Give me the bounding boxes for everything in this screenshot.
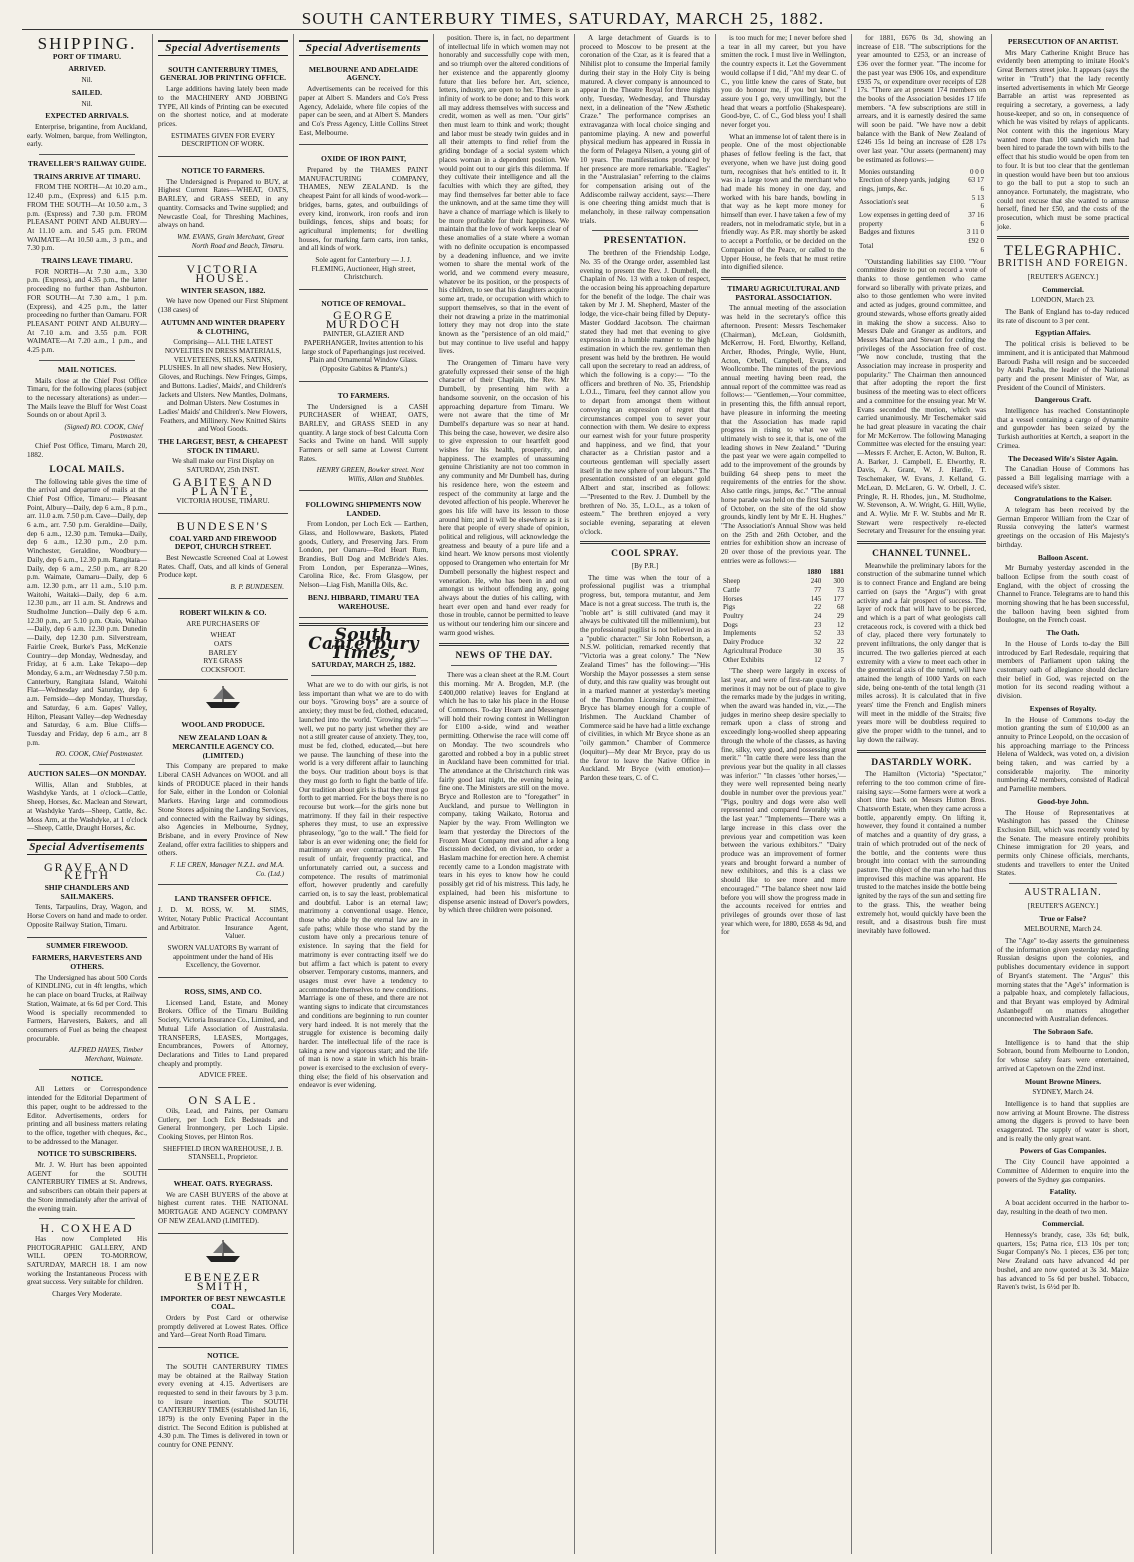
news-item [997, 629, 1129, 701]
news-item-text: The House of Representatives at Washington has passed the Chinese Exclusion Bill, which was recently voted by the Senate. The measure entirely prohibits Chinese immigration for 20 years, and permits only Chinese officials, merchants, students and travellers to enter the United States. [997, 808, 1129, 878]
victoria-house-ad [158, 260, 288, 514]
subscribers-heading: NOTICE TO SUBSCRIBERS. [37, 1149, 137, 1159]
divider [997, 236, 1129, 239]
job-printing-ad [158, 59, 288, 157]
news-item-heading: Balloon Ascent. [1037, 552, 1089, 562]
table-row [721, 595, 846, 604]
news-item-heading: Commercial. [1042, 284, 1084, 294]
agricultural-heading: TIMARU AGRICULTURAL AND PASTORAL ASSOCIATION. [727, 283, 840, 302]
divider [451, 665, 557, 666]
wilkin-item: WHEAT [210, 631, 236, 640]
news-item-text: The political crisis is believed to be imminent, and it is anticipated that Mahmoud Baroudi Pasha will resign and be succeeded by Arabi Pasha, the leader of the National party and the present Minister of War, as President of the Council of Ministers. [997, 340, 1129, 392]
land-transfer-heading: LAND TRANSFER OFFICE. [174, 894, 272, 904]
gabites-plante-name: GABITES AND PLANTE, [172, 474, 274, 498]
news-item-dateline: SYDNEY, March 24. [1032, 1088, 1094, 1097]
news-item-text: The Bank of England has to-day reduced its rate of discount to 3 per cent. [997, 307, 1129, 325]
table-cell-value: 24 [814, 612, 822, 620]
news-item [997, 705, 1129, 794]
news-item-text: The City Council have appointed a Committee of Aldermen to enquire into the powers of the Sydney gas companies. [997, 1158, 1129, 1184]
shipments-signature: BENJ. HIBBARD, TIMARU TEA WAREHOUSE. [307, 592, 420, 611]
table-cell-name: Agricultural Produce [723, 646, 782, 655]
table-row [721, 612, 846, 621]
on-sale-text: Oils, Lead, and Paints, per Oamaru Cutlery, per Loch Eck Bedsteads and General Ironmongery, per Loch Lipsie. Cooking Stoves, per Hinton Ros. [158, 1106, 288, 1141]
farmers-notice-ad [158, 160, 288, 257]
cool-spray-continued: is too much for me; I never before shed a tear in all my career, but you have smitten the rock. I must live in Wellington, the country expects it. Let the Government would collapse if I did, "Ah! my dear C. of C., you little knew the cares of State, but you do honour me, if you but knew." I assure you I go, very unwillingly, but the head that wears a portfolio (Shakespeare). Good-bye, C. of C., God bless you! I shall never forget you. [721, 34, 846, 130]
wilkin-item: OATS [214, 639, 232, 648]
news-item-text: Intelligence is to hand that the ship Sobraon, bound from Melbourne to London, for whose safety fears were entertained, arrived at Capetown on the 22nd inst. [997, 1038, 1129, 1073]
trains-arrive-text: FROM THE NORTH—At 10.20 a.m., 12.40 p.m., (Express) and 6.15 p.m. FROM THE SOUTH—At 10.50 a.m., 3 p.m. (Express) and 7.30 p.m. FROM PLEASANT POINT AND ALBURY—At 11.10 a.m. and 5.45 p.m. FROM WAIMATE—At 10.50 a.m., 3 p.m., and 7.30 p.m. [27, 183, 147, 253]
oxide-paint-ad [299, 148, 428, 290]
victoria-display-date: We shall make our First Display on SATURDAY, 25th INST. [172, 457, 274, 475]
farmers-notice-text: The Undersigned is Prepared to BUY, at Highest Current Rates—WHEAT, OATS, BARLEY, and GRASS SEED, in any quantity. Cornsacks and Twine supplied; and Newcastle Coal, for Threshing Machines, always on hand. [158, 177, 288, 230]
news-item [997, 329, 1129, 392]
channel-tunnel-text: Meanwhile the preliminary labors for the construction of the submarine tunnel which is to connect France and England are being carried on (says the "Argus") with great activity and a fair prospect of success. The layer of rock that will have to be pierced, and which is a part of what geologists call cretaceous rock, is covered with a thick bed of clay, placed there very fortunately to prevent infiltrations, the only danger that is incurred. The two galleries pierced at each extremity with a view to meet each other in the geometrical axis of the tunnel, will have attained the length of 1000 Yards on each side, being one-tenth of the total length (31 miles across). It is calculated that in five years' time the French and English miners will meet in the middle of the Straits; five years more will be doubtless required to give the proper width to the tunnel, and to lay down the railway. [857, 561, 986, 744]
divider [721, 277, 846, 280]
special-ads-heading: Special Advertisements [299, 40, 428, 56]
table-cell-name: Monies outstanding [859, 167, 915, 176]
expected-text: Enterprise, brigantine, from Auckland, early. Wolmen, barque, from Wellington, early. [27, 122, 147, 149]
table-row [721, 638, 846, 647]
wilkin-item: COCKSFOOT. [201, 666, 245, 675]
reuters-agency: [REUTER'S AGENCY.] [1027, 272, 1099, 281]
table-header-row [721, 568, 846, 577]
news-item-heading: True or False? [1039, 913, 1087, 923]
table-cell-name: Horses [723, 594, 743, 603]
entries-table [721, 568, 846, 664]
table-cell-value: 63 17 6 [968, 176, 984, 193]
column-5 [575, 34, 716, 1554]
leader-continued: position. There is, in fact, no department of intellectual life in which women may not honorably and successfully cope with men, and so triumph over the altered conditions of her existence and the apparently gloomy future that lies before her. Art, science, letters, industry, are open to her. There is an infinity of work to be done; and to this work all may address themselves with success and credit, women as well as men. "Our girls" then must learn to think and work; thought and labor must be steady twin guides and in all their attempts to find relief from the griding bondage of a social system which places woman in a dependent position. We would point out to our girls this dilemma. If they cultivate their intelligence and all the faculties with which they are gifted, they may find themselves far better able to face the unknown, and at the same time they will have a chance of marriage which is likely to be more profitable for their happiness. We maintain that the love of work keeps clear of these anomalies of a state where a woman with no definite occupation is encompassed by a deadening influence, and we invite women to share the mental work of the world, and we commend every measure, whatever be its position, or the prospects of his children, to see that his daughters acquire some art, trade, or occupation with which to support themselves, so that in the event of their not drawing a prize in the matrimonial lottery they may not drop into the state known as the "persistence of an old maid," but may continue to live useful and happy lives. [439, 34, 569, 356]
paper-dateline: SATURDAY, MARCH 25, 1882. [311, 660, 416, 670]
local-mails-heading: LOCAL MAILS. [49, 464, 125, 475]
job-printing-text: Large additions having lately been made to the MACHINERY AND JOBBING TYPE, All kinds of Printing can be executed on the shortest notice, and at moderate prices. [158, 85, 288, 128]
table-cell-value: 0 0 0 [970, 167, 984, 176]
news-item [997, 396, 1129, 450]
cool-spray-byline: [By P.R.] [631, 562, 659, 571]
news-item-heading: Dangerous Craft. [1034, 395, 1092, 405]
table-cell-value: 77 [814, 585, 822, 594]
sailed-heading: SAILED. [71, 87, 103, 97]
notice-text: The SOUTH CANTERBURY TIMES may be obtained at the Railway Station every evening at 4.15. Advertisers are requested to send in their favours by 3 p.m. to insure insertion. The SOUTH CANTERBURY TIMES (established Jan 16, 1879) is the only Evening Paper in the district. The Second Edition is published at 4.30 p.m. The Times is delivered in town or country for ONE PENNY. [158, 1362, 288, 1450]
ebenezer-smith-ad [158, 1268, 288, 1348]
table-row [857, 194, 986, 211]
table-row [721, 577, 846, 586]
channel-tunnel-heading: CHANNEL TUNNEL. [872, 549, 971, 560]
persecution-text: Mrs Mary Catherine Knight Bruce has evidently been attempting to imitate Hook's Great Berners street joke. It appears (says the writer in "Truth") that the lady recently inserted advertisements in which Mr George Barrable an artist was represented as requiring a secretary, a governess, a lady house-keeper, and so on, in consequence of which he was visited by relays of applicants. Not content with this the ingenious Mary wanted more than 100 sandwich men had been hired to parade the town with bills to the effect that his studio would be open from ten to four. It is but too clear that the gentleman in question would have been but too anxious to go the ball to put a stop to such an annoyance. Fortunately, the magistrate, who could not excuse that she wanted to amuse herself, fined her £50, and the costs of the prosecution, which must be some practical joke. [997, 48, 1129, 231]
news-item [997, 798, 1129, 878]
news-item-text: Intelligence is to hand that supplies are now arriving at Mount Browne. The distress among the diggers is proved to have been exaggerated. The supply of water is short, and is really the only great want. [997, 1099, 1129, 1143]
table-cell-value: 22 [837, 638, 844, 647]
assets-table-body [857, 168, 986, 255]
wool-produce-text: This Company are prepared to make Liberal CASH Advances on WOOL and all kinds of PRODUCE placed in their hands for Sale, either in the London or Colonial Markets. Having large and commodious Stone Stores adjoining the Landing Services, and connected with the Railway by sidings, also Agencies in Melbourne, Sydney, Brisbane, and in every Province of New Zealand, offer extra facilities to shippers and others. [158, 762, 288, 858]
news-item-dateline: MELBOURNE, March 24. [1024, 925, 1102, 934]
news-item [997, 1147, 1129, 1184]
bundesen-signature: B. P. BUNDESEN. [230, 583, 284, 592]
gabites-plante-sub: VICTORIA HOUSE, TIMARU. [176, 497, 270, 506]
agricultural-text-2: "The sheep were largely in excess of last year, and were of first-rate quality. In merinos it may not be out of place to give the remarks made by the judges in writing, when the award was handed in, viz.,—The judges in merino sheep desire specially to remark upon a class of strong and exceedingly long-woolled sheep appearing through the whole of the classes, as having fine, silky, very good, and possessing great merit." "In cattle there were less than the previous year but the quality in all classes was inferior." "In classes 'other horses,'—they were well represented being nearly double in number over the previous year." "Pigs, poultry and dogs were also well represented and compared favorably with the last year." "Implements—There was a large increase in this class over the previous year and competition was keen between the various exhibitors." "Dairy produce was an improvement of former years and brought forward a number of new exhibitors, and this is a class we should like to see more and more encouraged." "The balance sheet now laid before you will show the progress made in the accounts received for entries and privileges of grounds over those of last year which were, for 1880, £658 4s 9d, and for [721, 667, 846, 937]
ross-sims-name: ROSS, SIMS, AND CO. [184, 987, 262, 997]
news-item-heading: Powers of Gas Companies. [1019, 1146, 1107, 1156]
news-item-heading: Congratulations to the Kaiser. [1014, 494, 1112, 504]
local-mails-text: The following table gives the time of the arrival and departure of mails at the Chief Post Office, Timaru:— Pleasant Point, Albury—Daily, dep 6 a.m., 8 p.m., arr. 11.0 a.m. 7.50 p.m. Cave—Daily, dep 6 a.m., arr. 7.50 p.m. Geraldine—Daily, dep 6 a.m., 12.30 p.m. Temuka—Daily, dep 6 a.m., 12.30 p.m., 2.0 p.m. Winchester, Geraldine, Woodbury—Daily, dep 6 a.m., 12.30 p.m. Rangitata—Daily, dep 6 a.m., 2.50 p.m., arr 8.20 p.m. Waimate, Oamaru—Daily, dep 6 a.m. 12.30 p.m., arr 11 a.m., 5.10 p.m. Waitohi, Waitaki—Daily, dep 6 a.m. 12.30 p.m., arr 11 a.m. St. Andrews and Studholme Junction—Daily dep 6 a.m. 12.30 p.m., arr 5.10 p.m. Otaio, Waihao—Daily, dep 6 a.m. 12.30 p.m. Dunedin—Daily, dep 12.30 p.m. Silverstream, Fairlie Creek, Burke's Pass, McKenzie Country—dep Monday, Wednesday, and Friday, at 6 a.m. Lake Tekapo—dep Monday, 6 a.m., arr Wednesday 7.50 p.m. Canterbury, Rangitata Island, Waitohi Flat—Wednesday and Saturday, dep 6 a.m. Fernside—dep Monday, Thursday, and Saturday, 6 a.m. Gapes' Valley, Hilton, Pleasant Valley—dep Wednesday and Saturday, 6 a.m. Blue Cliffs—Tuesday and Friday, dep 6 a.m., arr 8 p.m. [27, 477, 147, 747]
coxhead-signature: Charges Very Moderate. [52, 1290, 122, 1299]
on-sale-heading: ON SALE. [188, 1093, 258, 1108]
wheat-oats-heading: WHEAT. OATS. RYEGRASS. [173, 1179, 273, 1189]
british-foreign-heading: BRITISH AND FOREIGN. [997, 258, 1129, 270]
ross-sims-note: ADVICE FREE. [198, 1071, 248, 1080]
coxhead-name: H. COXHEAD [40, 1221, 134, 1236]
divider [39, 1218, 135, 1219]
bundesen-sub: COAL YARD AND FIREWOOD DEPOT, CHURCH STREET. [169, 533, 277, 552]
victoria-cheapest: THE LARGEST, BEST, & CHEAPEST STOCK IN TIMARU. [158, 437, 288, 455]
presentation-text: The brethren of the Friendship Lodge, No. 35 of the Orange order, assembled last evening to present the Rev. J. Dumbell, the Chaplain of No. 13 with a token of respect, the occasion being his approaching departure for the benefit of the lodge. The chair was taken by Mr J. M. Shepherd, Master of the lodge, the vice-chair being filled by Deputy-Master Goddard Jacobson. The chairman stated they had met that evening to give expression in a humble manner to the high estimation in which the rev. gentleman then present was held by the brethren. He would call upon the secretary to read an address, of which the following is a copy:— "To the officers and brethren of No. 35, Friendship L.O.L., Timaru, feel they cannot allow you to depart from amongst them without conveying an expression of regret that circumstances compel you to sever your connection with them. We desire to express our earnest wish for your future prosperity and happiness, and we find, that your character as a Christian pastor and a courteous gentleman will specially assert itself in the new sphere of your labours." The presentation consisted of an elegant gold Albert and star, inscribed as follows:—"Presented to the Rev. J. Dumbell by the brethren of No. 35, L.O.L., as a token of esteem." The brethren enjoyed a very sociable evening, separating at eleven o'clock. [580, 249, 710, 536]
cool-spray-heading: COOL SPRAY. [611, 549, 679, 560]
oxide-paint-signature: Sole agent for Canterbury — J. J. FLEMING, Auctioneer, High street, Christchurch. [311, 256, 416, 282]
firewood-sub: FARMERS, HARVESTERS AND OTHERS. [32, 953, 142, 971]
trains-leave-text: FOR NORTH—At 7.30 a.m., 3.30 p.m. (Express), and 4.35 p.m., the latter proceeding no further than Ashburton. FOR SOUTH—At 7.30 a.m., 1 p.m. (Express), and 4.25 p.m., the latter proceeding no further than Oamaru. FOR PLEASANT POINT AND ALBURY—At 7.10 a.m. and 3.55 p.m. FOR WAIMATE—At 7.20 a.m., 1 p.m., and 4.25 p.m. [27, 267, 147, 355]
news-item-text: The Canadian House of Commons has passed a Bill legalising marriage with a deceased wife's sister. [997, 465, 1129, 491]
news-item-text: The "Age" to-day asserts the genuineness of the information given yesterday regarding Russian designs upon the colonies, and publishes documentary evidence in support of Bryant's statement. The "Argus" this morning states that the "Age's" information is a palpable hoax, and completely fallacious, and that Bryant was employed by Admiral Aslanbegoff on matters altogether unconnected with Australian defences. [997, 936, 1129, 1024]
table-cell-name: Dairy Produce [723, 638, 764, 647]
oxide-paint-name: OXIDE OF IRON PAINT, [320, 154, 407, 164]
sailed-text: Nil. [81, 99, 93, 108]
murdoch-name: GEORGE MURDOCH [325, 307, 402, 331]
divider [857, 750, 986, 753]
dastardly-work-heading: DASTARDLY WORK. [871, 757, 972, 768]
news-item-heading: Fatality. [1049, 1187, 1077, 1197]
notice-heading: NOTICE. [71, 1073, 103, 1083]
news-item-text: Hennessy's brandy, case, 33s 6d; bulk, quarters, 15s; Patna rice, £13 10s per ton; Sugar Company's No. 1 pieces, £36 per ton; New Zealand oats have advanced 4d per bushel, and are now quoted at 3s 3d. Maize has advanced to 5s 6d per bushel. Tobacco, Raven's twist, 1s 6½d per lb. [997, 1231, 1129, 1292]
melbourne-agency-ad [299, 59, 428, 146]
dumbell-article: The Orangemen of Timaru have very gratefully expressed their sense of the high character of their Chaplain, the Rev. Mr Dumbell, by presenting him with a handsome souvenir, on the occasion of his approaching departure from Timaru. We were not aware that the time of Mr Dumbell's departure was so near at hand. This being the case, however, we desire also to give expression to our heartfelt good wishes for his health, prosperity, and happiness. The examples of unassuming genuine Christianity are not too common in any community and Mr Dumbell has, during his residence here, won the esteem and respect of the community at large and the devoted affection of his people. Wherever he goes his life will have its lesson to those around him; and it will be elsewhere as it is here that people of every shade of opinion, political and religious, will acknowledge the greatness and beauty of a pure life and a kind heart. We know persons most violently opposed to Orangemen who entertain for Mr Dumbell personally the highest respect and veneration. He, who has been in and out amongst us without offending any, going always about the duties of his calling, with heart ever open and hand ever ready for those in trouble, cannot be permitted to leave us without our tendering him our sincere and warm good wishes. [439, 359, 569, 637]
firewood-heading: SUMMER FIREWOOD. [46, 940, 128, 950]
entries-table-body [721, 577, 846, 664]
table-row [721, 647, 846, 656]
notice-heading: NOTICE. [207, 1351, 239, 1361]
reuters-agency: [REUTER'S AGENCY.] [1027, 901, 1099, 910]
news-of-the-day-text: There was a clean sheet at the R.M. Court this morning. Mr A. Brogden, M.P. (the £400,000 relative) leaves for England at which he has to take his place in the House of Commons. To-day Hearn and Messenger will hold their rowing contest in Wellington for £100 a-side, wind and weather permitting. Otherwise the race will come off on Monday. The two scoundrels who garotted and robbed a boy in a public street in Auckland have been committed for trial. The attendance at the Christchurch rink was fairly good last night, the evening being a fine one. The Ministers are still on the move. Bryce and Rolleston are to "foregather" in Auckland, and pursue to Wellington in company, taking Waikato, Rotorua and Napier by the way. From Wellington we learn that yesterday the Directors of the Frozen Meat Company met and after a long discussion decided, on division, to order a Haslam machine for erection here. A chemist recently came to a London magistrate with tears in his eyes to know how he could possibly get rid of his mistress. This lady, he explained, had been his misfortune to dispense arsenic instead of Dover's powders, by which three children were poisoned. [439, 671, 569, 915]
wilkin-ad [158, 602, 288, 680]
victoria-house-title: VICTORIA HOUSE. [186, 262, 260, 286]
table-row [857, 168, 986, 177]
divider [311, 675, 416, 676]
news-item-heading: Egyptian Affairs. [1035, 328, 1091, 338]
to-farmers-signature: HENRY GREEN, Bowker street. Next Willis, Allan and Stubbles. [316, 466, 424, 484]
divider [39, 360, 135, 361]
table-cell-name: Total [859, 241, 874, 250]
railway-guide-heading: TRAVELLER'S RAILWAY GUIDE. [27, 159, 147, 169]
table-cell-name: Dogs [723, 620, 738, 629]
cool-spray-text: The time was when the tour of a professional pugilist was a triumphal progress, but, tempora mutantur, and Jem Mace is not a great success. The truth is, the "noble art" is still cultivated (and may it always be cultivated till the millennium), but the professional pugilist is not believed in as a "public character." Sir John Robertson, a N.S.W. politician, remarked recently that "Victoria was a great colony." The "New Zealand Times" has the following:—"His Worship the Mayor possesses a stern sense of duty, and this raw quality was brought out in a marked manner at yesterday's meeting of the Thorndon Licensing Committee." Bryce has blarney enough for a couple of Irishmen. The Auckland Chamber of Commerce said he have had a little exchange of civilities, in which Mr Bryce shone as an "oily gammon." Chamber of Commerce (loquitur)—My dear Mr Bryce, pray do us the favor to leave the Native Office in Auckland. Mr Bryce (with emotion)—Pardon these tears, C. of C. [580, 573, 710, 782]
table-cell-name: Other Exhibits [723, 655, 765, 664]
job-printing-note: ESTIMATES GIVEN FOR EVERY DESCRIPTION OF WORK. [170, 131, 276, 149]
table-cell-value: 73 [837, 585, 844, 594]
bundesen-ad [158, 517, 288, 599]
column-8 [992, 34, 1134, 1554]
columns [22, 34, 1129, 1554]
news-item [997, 1220, 1129, 1292]
column-6 [716, 34, 852, 1554]
murdoch-text: PAINTER, GLAZIER AND PAPERHANGER, Invites attention to his large stock of Paperhangings just received. Plain and Ornamental Window Glass. (Opposite Gabites & Plante's.) [301, 330, 426, 374]
coxhead-text: Has now Completed His PHOTOGRAPHIC GALLERY, AND WILL OPEN TO-MORROW, SATURDAY, MARCH 18. I am now working the Instantaneous Process with great success. Very suitable for children. [27, 1234, 147, 1287]
news-item [997, 554, 1129, 626]
table-cell-value: 68 [837, 603, 844, 612]
table-header-year: 1881 [830, 568, 844, 577]
to-farmers-heading: TO FARMERS. [337, 390, 390, 400]
grave-keith-name: GRAVE AND KEITH [43, 859, 131, 883]
removal-heading: NOTICE OF REMOVAL. [321, 299, 406, 309]
leader-article: What are we to do with our girls, is not less important than what we are to do with our boys. "Growing boys" are a source of anxiety; they must be fed, clothed, educated, launched into the world. "Growing girls"—well, we put no party just whether they are not a still greater cause of anxiety. They, too, must be fed, clothed, educated,—but here we pause. The launching of these into the world is a very different affair to launching the boys. Our tradition about boys is that they must go forth to fight the battle of life. Our tradition about girls is that they must go forth to get married. For the boys there is no recourse but work—for the girls none but matrimony. If they fail in their respective spheres they must, to use an expressive phraseology, "go to the wall." The field for labor is an ever widening one; the field for matrimony an ever contracting one. The result of unfair, frequently practical, and unfortunately carried out, a success and competence. The results of matrimonial effort, however prudently and carefully carried on, is to say the least, problematical and doubtful. Labor is an eternal law; matrimony a conventional usage. Hence, those who abide by the eternal law are in safe paths; while those who stand by the custom have only a precarious tenure of existence. In saying that the field for matrimony is ever contracting itself we do but affirm a fact which is patent to every observer. Temporary customs, manners, and usages must ever have a tendency to accommodate themselves to new conditions. Marriage is one of these, and there are not wanting signs to indicate that circumstances and conditions are beginning to run counter very hard indeed. It is not merely that the struggle for existence is becoming daily harder. The intellectual life of the race is taking a new and vigorous start; and the life of man is now a state in which his brain-power is exercised to the exclusion of every-thing else; the field of his observation and endeavor is ever widening. [299, 681, 428, 1090]
assets-table [857, 168, 986, 255]
agricultural-continued: for 1881, £676 0s 3d, showing an increase of £18. "The subscriptions for the year amounted to £253, or an increase of £36 over the former year. "The income for the past year was £906 10s, and expenditure £935 7s, or expenditure over receipts of £28 17s. "There are at present 174 members on the books of the Association besides 17 life members. "A few subscriptions are still in arrears, and it is earnestly desired the same will soon be paid. "We have now a debit balance with the Bank of New Zealand of £246 15s 1d being an increase of £28 17s over last year. "Our assets (permanent) may be estimated as follows:— [857, 34, 986, 164]
table-cell-value: 12 [837, 620, 844, 629]
wool-produce-heading: WOOL AND PRODUCE. [181, 720, 265, 730]
mail-signature: (Signed) RO. COOK, Chief Postmaster. [64, 423, 143, 440]
table-header-blank [721, 568, 801, 577]
sims-details: W. M. SIMS, Practical Accountant Insurance Agent, Valuer. [225, 906, 288, 941]
melbourne-agency-name: MELBOURNE AND ADELAIDE AGENCY. [308, 64, 419, 83]
telegraphic-items [997, 286, 1129, 879]
wheat-oats-text: We are CASH BUYERS of the above at highest current rates. THE NATIONAL MORTGAGE AND AGENCY COMPANY OF NEW ZEALAND (LIMITED). [158, 1190, 288, 1225]
table-row [721, 603, 846, 612]
trains-leave-heading: TRAINS LEAVE TIMARU. [41, 256, 133, 266]
news-item-text: Intelligence has reached Constantinople that a vessel containing a cargo of dynamite and gunpowder has been seized by the Turkish authorities at Kertch, a seaport in the Crimea. [997, 407, 1129, 450]
wilkin-name: ROBERT WILKIN & CO. [179, 607, 267, 617]
table-cell-value: 32 [814, 638, 822, 647]
table-cell-name: Sheep [723, 577, 741, 586]
wilkin-item: RYE GRASS [203, 657, 243, 666]
oxide-paint-text: Prepared by the THAMES PAINT MANUFACTURING COMPANY, THAMES, NEW ZEALAND. Is the cheapest Paint for all kinds of wood-work—bridges, barns, gates, and outbuildings of every kind, ironwork, iron roofs and iron buildings, fences, ships and boats; for agricultural implements; for dwelling houses, for marking farm carts, iron tanks, and all kinds of work. [299, 166, 428, 253]
shipments-ad [299, 494, 428, 618]
arrived-heading: ARRIVED. [68, 64, 106, 74]
wool-produce-ad [158, 714, 288, 885]
table-cell-name: Pigs [723, 603, 736, 612]
table-row [857, 211, 986, 228]
ebenezer-smith-sub: IMPORTER OF BEST NEWCASTLE COAL. [160, 1293, 286, 1312]
australian-heading: AUSTRALIAN. [1024, 887, 1102, 899]
port-heading: PORT OF TIMARU. [52, 51, 122, 61]
victoria-intro: We have now Opened our First Shipment (138 cases) of [158, 297, 288, 315]
table-cell-name: Poultry [723, 612, 744, 620]
wool-produce-signature: F. LE CREN, Manager N.Z.L. and M.A. Co. (Ltd.) [170, 861, 284, 878]
column-2 [153, 34, 294, 1554]
news-item-text: Mr Burnaby yesterday ascended in the balloon Eclipse from the south coast of England, with the object of crossing the Channel to France. Telegrams are to hand this morning showing that he has been successful, the balloon having been sighted from Boulogne, on the French coast. [997, 564, 1129, 625]
table-row [721, 621, 846, 630]
agricultural-text: The annual meeting of the association was held in the secretary's office this afternoon. Present: Messrs Teschemaker (Chairman), McLean, Goldsmith, McKerrow, H. Ford, Elworthy, Kelland, Archer, Rhodes, Pringle, Wylie, Hunt, Acton, Orbell, Campbell, Evans, and Woollcombe. The minutes of the previous annual meeting having been read, the annual report of the committee was read as follows:— "Gentlemen,—Your committee, in presenting this, the fifth annual report, have pleasure in informing the meeting that the Association has made rapid progress in rising to what we will ultimately wish to see it, that is, one of the leading shows in New Zealand." "During the past year we were again compelled to add to the improvement of the grounds by building 64 sheep pens to meet the requirements of the entries for the show. Also cattle rings, jumps, &c." "The annual horse parade was held on the first Saturday of October, on the site of the old show grounds, kindly lent by Mr E. H. Hughes." "The Association's Annual Show was held on the 25th and 26th October, and the entries for exhibition show an increase of 20 over those of the previous year. The entries were as follows:— [721, 304, 846, 565]
firewood-text: The Undersigned has about 500 Cords of KINDLING, cut in 4ft lengths, which he can place on board Trucks, at Railway Station, Waimate, at 6s 6d per Cord. This Wood is specially recommended to Farmers, Harvesters, Bakers, and all consumers of Fuel as being the cheapest procurable. [27, 973, 147, 1043]
on-sale-signature: SHEFFIELD IRON WAREHOUSE, J. B. STANSELL, Proprietor. [163, 1144, 283, 1162]
firewood-signature: ALFRED HAYES, Timber Merchant, Waimate. [69, 1046, 143, 1064]
murdoch-ad [299, 293, 428, 382]
news-item-heading: The Oath. [1046, 628, 1080, 638]
victoria-list: Comprising— ALL THE LATEST NOVELTIES IN DRESS MATERIALS, VELVETEENS, SILKS, SATINS, PLUSHES. In all new shades. New Hosiery, Gloves, and Ruchings. New Fringes, Gimps, and Buttons. Ladies', Maids', and Children's Jackets and Ulsters. New Mantles, Dolmans, and Dolman Ulsters. New Costumes in Ladies' Maids' and Children's. New Flowers, Feathers, and Millinery. New Knitted Skirts and Wool Goods. [158, 338, 288, 434]
table-row [721, 586, 846, 595]
expected-heading: EXPECTED ARRIVALS. [45, 111, 129, 121]
cool-spray-more: What an immense lot of talent there is in people. One of the most objectionable phases of fellow feeling is the fact, that everyone, when we have just doing good turn, recognises that he's entitled to it. It was in a large town and the merchant who had made his money in one day, and worked with his bare hands, bowling in that way as he kept more money for himself than ever. I have taken a few of my readers, not in melodramatic style, but in a friendly way. As P.R. may shortly be asked to accept a Portfolio, or be decided on the Companion of the Peace, or called to the Upper House, he feels that he must retire into dignified silence. [721, 132, 846, 272]
grave-keith-sub: SHIP CHANDLERS AND SAILMAKERS. [44, 883, 130, 901]
masthead [22, 8, 1104, 30]
divider [1009, 883, 1117, 884]
ross-sims-ad [158, 981, 288, 1088]
winter-season-heading: WINTER SEASON, 1882. [180, 285, 266, 295]
news-item-heading: Expenses of Royalty. [1029, 703, 1097, 713]
table-cell-value: 7 [840, 655, 844, 664]
ross-sims-text: Licensed Land, Estate, and Money Brokers. Office of the Timaru Building Society, Victoria Insurance Co., Limited, and Mutual Life Association of Australasia. TRANSFERS, LEASES, Mortgages, Encumbrances, Powers of Attorney, Declarations and Titles to Land prepared cheaply and promptly. [158, 998, 288, 1068]
column-3 [294, 34, 434, 1554]
ship-icon [158, 1238, 288, 1267]
news-of-the-day-heading: NEWS OF THE DAY. [455, 650, 553, 661]
table-cell-name: Badges and fixtures [859, 228, 915, 237]
trains-arrive-heading: TRAINS ARRIVE AT TIMARU. [33, 171, 141, 181]
table-row [721, 629, 846, 638]
table-cell-name: Erection of sheep yards, judging rings, jumps, &c. [859, 176, 950, 193]
news-item-text: In the House of Lords to-day the Bill introduced by Earl Redesdale, requiring that members of Parliament upon taking the customary oath of allegiance should declare their belief in God, was rejected on the motion for its second reading without a division. [997, 639, 1129, 701]
to-farmers-text: The Undersigned is a CASH PURCHASER of WHEAT, OATS, BARLEY, and GRASS SEED in any quantity. A large stock of best Calcutta Corn Sacks and Twine on hand. Will supply Farmers or sell same at Lowest Current Rates. [299, 402, 428, 463]
news-item-heading: Mount Browne Miners. [1024, 1076, 1101, 1086]
table-cell-name: Implements [723, 629, 757, 638]
agricultural-text-3: "Outstanding liabilities say £100. "Your committee desire to put on record a vote of thanks to those gentlemen who came forward so liberally with private prizes, and also to those gentlemen who were invited and acted as judges, ground committee, and ground stewards, whose efforts greatly aided in making the show a success. Also to Messrs Dale and Granger as auditors, and Messrs Maclean and Stewart for ceding the privileges of the Association free of cost. "We now conclude, trusting that the Association may increase in prosperity and popularity." The Chairman then announced that after adopting the report the first business of the meeting was to elect officers and a committee for the ensuing year. Mr W. Evans seconded the motion, which was carried unanimously. Mr Teschemaker said he had great pleasure in vacating the chair for Mr McKerrow. The following Managing Committee was elected for the ensuing year:—Messrs F. Archer, E. Acton, W. Bulton, R. A. Barker, J. Campbell, E. Elworthy, R. Davis, A. Grant, W. J. Hardie, T. Teschemaker, W. Evans, J. Kelland, G. McLean, D. McLaren, G. W. Orbell, J. C. Pringle, R. H. Rhodes, jun., M. Studholme, W. Stevenson, A. W. Wright, G. Hill, Wylie, and A. Wylie. Mr F. W. Stubbs and Mr R. Stewart were respectively re-elected Secretary and Treasurer for the ensuing year. [857, 257, 986, 536]
divider [592, 230, 698, 231]
news-item-heading: The Sobraon Safe. [1033, 1027, 1093, 1037]
news-item [997, 455, 1129, 492]
table-row [857, 176, 986, 193]
ship-icon [158, 684, 288, 713]
table-cell-value: 22 [814, 603, 822, 612]
auction-heading: AUCTION SALES—ON MONDAY. [27, 769, 147, 779]
divider [857, 541, 986, 544]
farmers-notice-heading: NOTICE TO FARMERS. [181, 166, 265, 176]
special-ads-heading: Special Advertisements [158, 40, 288, 56]
grave-keith-text: Tents, Tarpaulins, Dray, Wagon, and Horse Covers on hand and made to order. Opposite Railway Station, Timaru. [27, 903, 147, 929]
news-item-dateline: LONDON, March 23. [1031, 296, 1095, 305]
job-printing-name: SOUTH CANTERBURY TIMES, GENERAL JOB PRINTING OFFICE. [159, 64, 287, 83]
divider [39, 154, 135, 155]
table-cell-value: 37 16 6 [968, 211, 984, 228]
table-row [857, 228, 986, 237]
news-continued: A large detachment of Guards is to proceed to Moscow to be present at the coronation of the Czar, as it is feared that a Nihilist plot to consume the Imperial family during their stay in the Holy City is being matured. A clever company is announced to appear in the Theatre Royal for three nights only, Tuesday, Wednesday, and Thursday next, in a delineation of the "New Æsthetic Craze." The performance comprises an extravaganza with local choice singing and pantomime playing. A new and powerful physical medium has appeared in Russia in the form of Pelageya Nilsen, a young girl of 10 years. The manifestations produced by her presence are more remarkable. "Eagles" in the "Australasian" referring to the claims for compensation arising out of the Addiscombe railway accident, says:—There is one cheering thing amidst much that is melancholy, in these railway compensation trials. [580, 34, 710, 225]
column-7 [852, 34, 992, 1554]
land-transfer-ad [158, 888, 288, 978]
table-cell-value: 23 [814, 620, 822, 629]
special-ads-heading: Special Advertisements [27, 839, 147, 855]
table-cell-value: 33 [837, 629, 844, 638]
news-item [997, 495, 1129, 549]
news-item-text: A boat accident occurred in the harbor to-day, resulting in the death of two men. [997, 1198, 1129, 1216]
table-cell-value: 35 [837, 646, 844, 655]
table-cell-value: 52 [814, 629, 822, 638]
arrived-text: Nil. [81, 76, 93, 85]
table-cell-value: 145 [810, 594, 822, 603]
on-sale-ad [158, 1091, 288, 1170]
shipping-heading: SHIPPING. [37, 34, 137, 53]
divider [580, 541, 710, 544]
table-cell-value: 29 [837, 612, 844, 620]
subscribers-text: Mr. J. W. Hurt has been appointed AGENT for the SOUTH CANTERBURY TIMES at St. Andrews, and subscribers can obtain their papers at the Store immediately after the arrival of the evening train. [27, 1161, 147, 1213]
table-cell-value: 3 11 0 [966, 228, 984, 237]
mail-notices-heading: MAIL NOTICES. [57, 364, 117, 374]
bundesen-text: Best Newcastle Screened Coal at Lowest Rates. Chaff, Oats, and all kinds of General Produce kept. [158, 554, 288, 580]
ross-details: J. D. M. ROSS, Writer, Notary Public and Arbitrator. [158, 906, 221, 932]
news-item-heading: The Deceased Wife's Sister Again. [1008, 453, 1118, 463]
table-header-year: 1880 [807, 568, 822, 577]
column-1 [22, 34, 153, 1554]
wilkin-item: BARLEY [208, 648, 238, 657]
grave-keith-ad [27, 858, 147, 938]
auction-text: Willis, Allan and Stubbles, at Washdyke Yards, at 1 o'clock—Cattle, Sheep, Horses, &c. Maclean and Stewart, at Washdyke Yards—Sheep, Cattle, &c. Moss Arm, at the Washdyke, at 1 o'clock—Sheep, Cattle, Draught Horses, &c. [27, 780, 147, 833]
masthead-title: SOUTH CANTERBURY TIMES, SATURDAY, MARCH 25, 1882. [301, 8, 825, 28]
table-cell-value: 5 13 6 [971, 193, 984, 211]
telegraphic-heading: TELEGRAPHIC. [1003, 243, 1123, 260]
table-cell-name: Low expenses in getting deed of property [859, 211, 950, 228]
news-item-heading: Good-bye John. [1037, 796, 1089, 806]
land-transfer-names [158, 906, 288, 944]
paper-nameplate: South Canterbury Times, [308, 625, 419, 663]
wheat-oats-ad [158, 1173, 288, 1234]
table-cell-value: 300 [833, 577, 844, 586]
ebenezer-smith-name: EBENEZER SMITH, [184, 1270, 262, 1293]
mail-notices-text: Mails close at the Chief Post Office Timaru, for the following places (subject to the necessary alterations) as under:— The Mails leave the Bluff for West Coast Sounds on or about April 3. [27, 376, 147, 420]
table-cell-value: 177 [833, 594, 844, 603]
divider [439, 643, 569, 646]
news-item [997, 1028, 1129, 1074]
mail-date: Chief Post Office, Timaru, March 20, 1882. [27, 442, 147, 460]
news-item-text: In the House of Commons to-day the motion granting the sum of £10,000 as an annuity to Prince Leopold, on the occasion of his approaching marriage to the Princess Helena of Waldeck, was voted on, a division being taken, and was carried by a considerable majority. The minority numbering 42 members, consisted of Radical and Parnellite members. [997, 715, 1129, 794]
table-cell-name: Cattle [723, 585, 740, 594]
news-item [997, 1188, 1129, 1216]
table-row [721, 656, 846, 665]
wool-produce-sub: NEW ZEALAND LOAN & MERCANTILE AGENCY CO. (LIMITED.) [172, 733, 274, 760]
melbourne-agency-text: Advertisements can be received for this paper at Albert S. Manders and Co's Press Agency, Adelaide, where file copies of the paper can be seen, and at Albert S. Manders and Co's Press Agency, Little Collins Street East, Melbourne. [299, 85, 428, 137]
table-cell-name: Association's seat [859, 198, 909, 206]
divider [39, 1069, 135, 1070]
news-item-text: A telegram has been received by the German Emperor William from the Czar of Russia conveying the latter's warmest greetings on the occasion of His Majesty's birthday. [997, 506, 1129, 549]
table-cell-value: 240 [810, 577, 822, 586]
wilkin-sub: ARE PURCHASERS OF [186, 619, 260, 628]
bundesen-name: BUNDESEN'S [176, 518, 270, 533]
table-row [857, 237, 986, 254]
shipments-text: From London, per Loch Eck — Earthen, Glass, and Hollowware, Baskets, Plated goods, Cutlery, and Preserving Jars. From London, per Oamaru—Red Heart Rum, Brandies, Bull Dog and McBride's Ales. From London, per Esperanza—Wines, Carolina Rice, &c. From Glasgow, per Nelson—Liag Fish, Manilla Oils, &c. [299, 520, 428, 590]
column-4 [434, 34, 575, 1554]
notice-text: All Letters or Correspondence intended for the Editorial Department of this paper, ought to be addressed to the Editor. Advertisements, orders for printing and all business matters relating to the office, together with cheques, &c., to be addressed to the Manager. [27, 1085, 147, 1146]
news-item [997, 286, 1129, 326]
table-cell-value: 30 [814, 646, 822, 655]
land-transfer-text: SWORN VALUATORS By warrant of appointment under the hand of His Excellency, the Governor. [167, 943, 279, 970]
divider [39, 764, 135, 765]
to-farmers-ad [299, 385, 428, 491]
dastardly-work-text: The Hamilton (Victoria) "Spectator," referring to the too common crime of fire-raising says:—Some farmers were at work a short time back on Messrs Hutton Bros. Chatsworth Estate, when they came across a bottle, apparently empty. On lifting it, however, they found it contained a number of matches and a quantity of dry grass, a train of which protruded out of the neck of the bottle, and the contents were thus brought into contact with the surrounding pasture. The object of the man who had thus improvised this machine was apparent. He trusted to the matches inside the bottle being ignited by the rays of the sun and setting fire to the grass. This, the weather being extremely hot, would quickly have been the result, and a disastrous bush fire must inevitably have followed. [857, 770, 986, 935]
local-mails-signature: RO. COOK, Chief Postmaster. [55, 750, 143, 759]
table-cell-value: 12 [814, 655, 822, 664]
persecution-heading: PERSECUTION OF AN ARTIST. [1007, 37, 1119, 46]
news-item-heading: Commercial. [1042, 1219, 1084, 1229]
news-item [997, 1078, 1129, 1144]
table-cell-value: £92 0 6 [968, 237, 984, 254]
farmers-notice-signature: WM. EVANS, Grain Merchant, Great North Road and Beach, Timaru. [177, 232, 284, 250]
news-item [997, 915, 1129, 1024]
australian-items [997, 915, 1129, 1292]
shipments-heading: FOLLOWING SHIPMENTS NOW LANDED. [305, 499, 422, 518]
ebenezer-smith-text: Orders by Post Card or otherwise promptly delivered at Lowest Rates. Office and Yard—Great North Road Timaru. [158, 1314, 288, 1340]
presentation-heading: PRESENTATION. [603, 236, 687, 247]
drapery-heading: AUTUMN AND WINTER DRAPERY & CLOTHING, [160, 317, 286, 336]
